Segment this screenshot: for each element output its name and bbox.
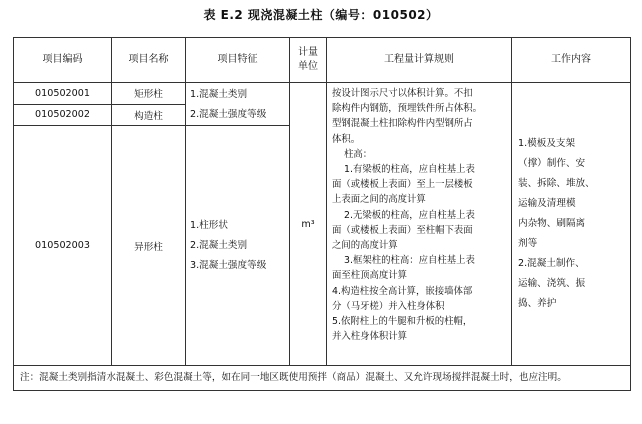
rule-line: 体积。 bbox=[332, 133, 361, 145]
rule-line: 按设计图示尺寸以体积计算。不扣 bbox=[332, 88, 473, 99]
rule-line: 并入柱身体积计算 bbox=[332, 331, 408, 343]
rule-line: 3.框架柱的柱高：应自柱基上表 bbox=[344, 255, 475, 267]
rule-line: 4.构造柱按全高计算，嵌接墙体部 bbox=[332, 285, 473, 297]
rule-line: 5.依附柱上的牛腿和升板的柱帽， bbox=[332, 316, 473, 328]
row-name: 矩形柱 bbox=[112, 83, 186, 105]
row-name: 异形柱 bbox=[112, 126, 186, 366]
work-line: 捣、养护 bbox=[518, 298, 557, 309]
rule-line: 之间的高度计算 bbox=[332, 240, 398, 252]
spec-table bbox=[13, 37, 631, 391]
header-unit bbox=[290, 38, 327, 83]
work-line: 装、拆除、堆放、 bbox=[518, 178, 595, 189]
row-features-irregular bbox=[186, 126, 290, 366]
row-code: 010502002 bbox=[14, 104, 112, 126]
header-work: 工作内容 bbox=[512, 38, 631, 83]
rule-line: 2.无梁板的柱高，应自柱基上表 bbox=[344, 209, 475, 221]
row-code: 010502001 bbox=[14, 83, 112, 105]
rule-line: 面（或楼板上表面）至柱帽下表面 bbox=[332, 224, 473, 236]
work-line: （撑）制作、安 bbox=[518, 158, 586, 169]
rule-line: 柱高： bbox=[344, 148, 373, 160]
header-unit-line1: 计量 bbox=[298, 47, 318, 58]
feature-item: 2.混凝土强度等级 bbox=[190, 109, 267, 120]
work-line: 2.混凝土制作、 bbox=[518, 258, 585, 269]
header-unit-line2: 单位 bbox=[298, 61, 318, 72]
table-title: 表 E.2 现浇混凝土柱（编号：010502） bbox=[203, 8, 439, 22]
rule-line: 除构件内钢筋，预埋铁件所占体积。 bbox=[332, 103, 483, 115]
work-line: 运输、浇筑、振 bbox=[518, 278, 586, 289]
rule-line: 1.有梁板的柱高，应自柱基上表 bbox=[344, 164, 475, 176]
rule-line: 上表面之间的高度计算 bbox=[332, 194, 426, 206]
row-code: 010502003 bbox=[14, 126, 112, 366]
header-row bbox=[14, 38, 631, 83]
rule-line: 面至柱顶高度计算 bbox=[332, 270, 408, 282]
header-code: 项目编码 bbox=[14, 38, 112, 83]
work-line: 运输及清理模 bbox=[518, 198, 576, 209]
note-row bbox=[14, 366, 631, 391]
unit-cell: m³ bbox=[290, 83, 327, 366]
feature-item: 1.混凝土类别 bbox=[190, 89, 248, 100]
row-features-shared bbox=[186, 83, 290, 126]
table-note: 注：混凝土类别指清水混凝土、彩色混凝土等，如在同一地区既使用预拌（商品）混凝土、又允许现场搅拌混凝土时，也应注明。 bbox=[14, 366, 631, 391]
table-row bbox=[14, 83, 631, 105]
header-name: 项目名称 bbox=[112, 38, 186, 83]
work-line: 内杂物、刷隔离 bbox=[518, 218, 586, 229]
row-name: 构造柱 bbox=[112, 104, 186, 126]
header-feature: 项目特征 bbox=[186, 38, 290, 83]
rule-line: 面（或楼板上表面）至上一层楼板 bbox=[332, 179, 473, 191]
rule-line: 型钢混凝土柱扣除构件内型钢所占 bbox=[332, 118, 473, 130]
work-line: 剂等 bbox=[518, 238, 538, 249]
feature-item: 1.柱形状 bbox=[190, 219, 228, 231]
feature-item: 2.混凝土类别 bbox=[190, 239, 248, 251]
work-cell bbox=[512, 83, 631, 366]
feature-item: 3.混凝土强度等级 bbox=[190, 259, 267, 271]
rule-line: 分（马牙槎）并入柱身体积 bbox=[332, 300, 445, 312]
work-line: 1.模板及支架 bbox=[518, 138, 576, 149]
rules-cell bbox=[327, 83, 512, 366]
header-rules: 工程量计算规则 bbox=[327, 38, 512, 83]
